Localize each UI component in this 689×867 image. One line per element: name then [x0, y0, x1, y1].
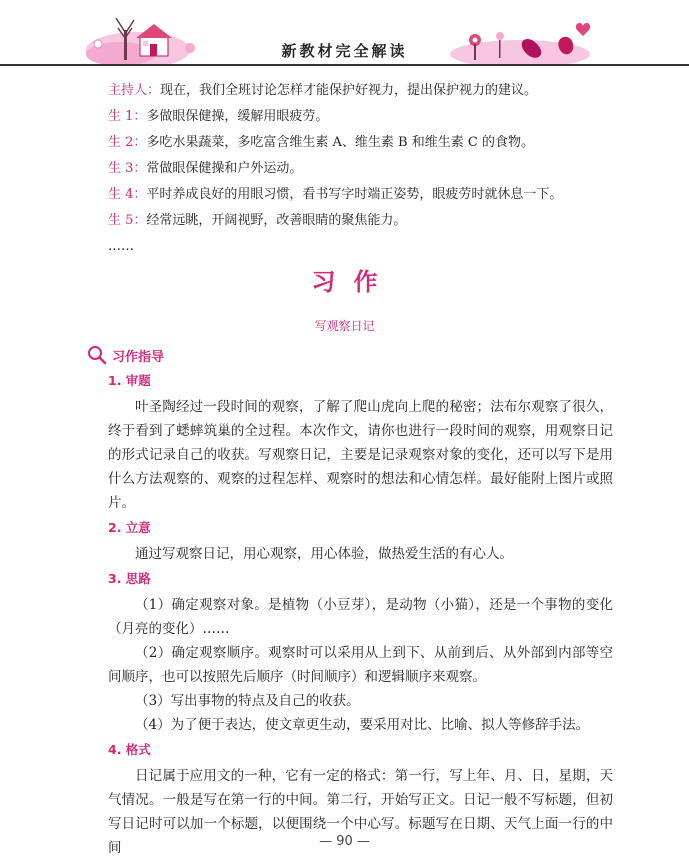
dialogue-line: [108, 82, 628, 108]
dialogue-line: [108, 108, 628, 134]
heading-silu: 3. 思路: [108, 571, 151, 586]
magnifier-icon: [86, 344, 108, 366]
dialogue-text: 经常远眺，开阔视野，改善眼睛的聚焦能力。: [146, 213, 407, 228]
speaker-label: 生 1：: [108, 109, 147, 124]
list-item: （3）写出事物的特点及自己的收获。: [135, 693, 360, 709]
guide-heading: [86, 342, 164, 368]
heading-liyi: 2. 立意: [108, 520, 151, 535]
speaker-label: 生 4：: [108, 187, 147, 202]
guide-heading-label: 习作指导: [112, 349, 165, 365]
list-item: （4）为了便于表达，使文章更生动，要采用对比、比喻、拟人等修辞手法。: [135, 717, 590, 733]
heading-geshi: 4. 格式: [108, 742, 151, 757]
flower-heart-decoration-icon: [445, 18, 595, 66]
dialogue-text: 平时养成良好的用眼习惯，看书写字时端正姿势，眼疲劳时就休息一下。: [146, 187, 563, 202]
dialogue-line: [108, 160, 628, 186]
dialogue-text: 多吃水果蔬菜，多吃富含维生素 A、维生素 B 和维生素 C 的食物。: [146, 135, 534, 150]
dialogue-text: 多做眼保健操，缓解用眼疲劳。: [146, 109, 329, 124]
ellipsis: ……: [108, 239, 134, 254]
speaker-label: 主持人：: [108, 83, 161, 98]
guide-body: [108, 368, 613, 860]
dialogue-line: [108, 186, 628, 212]
dialogue-line: [108, 212, 628, 238]
list-item: （1）确定观察对象。是植物（小豆芽），是动物（小猫），还是一个事物的变化（月亮的变化）……: [108, 597, 613, 637]
speaker-label: 生 3：: [108, 161, 147, 176]
list-item: （2）确定观察顺序。观察时可以采用从上到下、从前到后、从外部到内部等空间顺序，也可以按照先后顺序（时间顺序）和逻辑顺序来观察。: [108, 645, 613, 685]
page-header: [0, 0, 689, 75]
dialogue-line: [108, 134, 628, 160]
header-title: 新教材完全解读: [281, 42, 408, 60]
speaker-label: 生 5：: [108, 213, 147, 228]
dialogue-text: 现在，我们全班讨论怎样才能保护好视力，提出保护视力的建议。: [160, 83, 538, 98]
header-divider: [0, 64, 689, 66]
section-title: 习作: [311, 268, 396, 296]
paragraph-geshi: 日记属于应用文的一种，它有一定的格式：第一行，写上年、月、日，星期，天气情况。一般是写在第一行的中间。第二行，开始写正文。日记一般不写标题，但初写日记时可以加一个标题，以便围绕一个中心写。标题写在日期、天气上面一行的中间: [108, 768, 613, 856]
dialogue-text: 常做眼保健操和户外运动。: [146, 161, 303, 176]
section-subtitle: 写观察日记: [314, 319, 375, 333]
dialogue-block: [108, 82, 628, 255]
paragraph-liyi: 通过写观察日记，用心观察，用心体验，做热爱生活的有心人。: [135, 546, 513, 562]
speaker-label: 生 2：: [108, 135, 147, 150]
page-number: — 90 —: [319, 834, 370, 849]
paragraph-shenti: 叶圣陶经过一段时间的观察，了解了爬山虎向上爬的秘密；法布尔观察了很久，终于看到了蟋蟀筑巢的全过程。本次作文，请你也进行一段时间的观察，用观察日记的形式记录自己的收获。写观察日记，主要是记录观察对象的变化，还可以写下是用什么方法观察的、观察的过程怎样、观察时的想法和心情怎样。最好能附上图片或照片。: [108, 399, 613, 511]
heading-shenti: 1. 审题: [108, 373, 151, 388]
